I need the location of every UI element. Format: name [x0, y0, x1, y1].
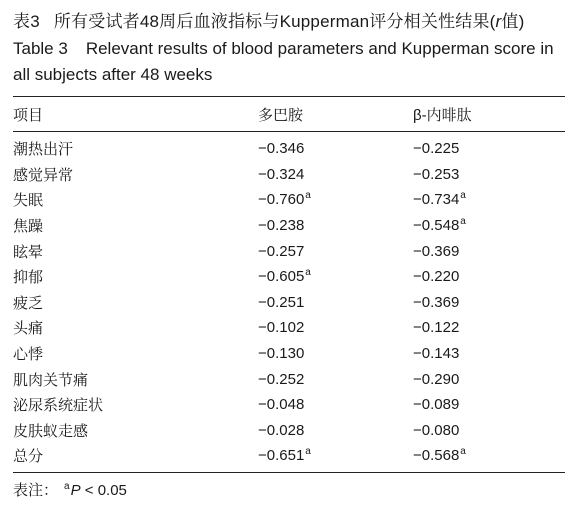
table-row: [13, 187, 565, 213]
cell-dopamine: [258, 366, 413, 392]
significance-marker: a: [305, 190, 311, 202]
cell-dopamine: [258, 392, 413, 418]
cell-dopamine: [258, 341, 413, 367]
cell-dopamine: [258, 238, 413, 264]
table-row: [13, 290, 565, 316]
cell-endorphin-value: −0.143: [413, 345, 460, 363]
cell-dopamine: [258, 264, 413, 290]
significance-marker: a: [460, 190, 466, 202]
cell-endorphin: [413, 418, 565, 444]
cell-endorphin-value: −0.122: [413, 319, 460, 337]
cell-dopamine-value: −0.251: [258, 293, 305, 311]
cell-endorphin: [413, 315, 565, 341]
footnote-text: < 0.05: [80, 481, 127, 499]
cell-endorphin: [413, 264, 565, 290]
results-table: [13, 97, 565, 473]
caption-en-label: Table 3: [13, 39, 68, 58]
cell-item: 皮肤蚁走感: [13, 422, 89, 440]
cell-dopamine-value: −0.048: [258, 396, 305, 414]
cell-item: 泌尿系统症状: [13, 397, 104, 415]
table-figure: [13, 10, 565, 502]
table-row: [13, 443, 565, 472]
cell-item: 失眠: [13, 192, 44, 210]
significance-marker: a: [460, 216, 466, 228]
footnote-variable: P: [70, 481, 81, 499]
cell-dopamine-value: −0.605: [258, 268, 305, 286]
cell-endorphin-value: −0.253: [413, 165, 460, 183]
cell-dopamine-value: −0.651: [258, 447, 305, 465]
cell-item: 焦躁: [13, 218, 44, 236]
cell-endorphin: [413, 341, 565, 367]
table-footnote: [13, 480, 565, 502]
cell-dopamine: [258, 187, 413, 213]
cell-dopamine-value: −0.028: [258, 421, 305, 439]
table-row: [13, 238, 565, 264]
cell-endorphin: [413, 213, 565, 239]
cell-dopamine: [258, 290, 413, 316]
caption-cn-label: 表3: [13, 12, 40, 31]
cell-dopamine-value: −0.130: [258, 345, 305, 363]
cell-dopamine-value: −0.238: [258, 217, 305, 235]
cell-endorphin-value: −0.089: [413, 396, 460, 414]
table-row: [13, 315, 565, 341]
cell-endorphin-value: −0.369: [413, 242, 460, 260]
cell-dopamine-value: −0.257: [258, 242, 305, 260]
caption-english: [13, 36, 565, 88]
caption-cn-title: 所有受试者48周后血液指标与Kupperman评分相关性结果(r值): [53, 12, 525, 31]
cell-endorphin-value: −0.734: [413, 191, 460, 209]
header-item: 项目: [13, 97, 258, 132]
caption-chinese: [13, 10, 565, 34]
cell-endorphin-value: −0.290: [413, 370, 460, 388]
cell-item: 心悸: [13, 346, 44, 364]
table-row: [13, 162, 565, 188]
significance-marker: a: [460, 446, 466, 458]
cell-endorphin-value: −0.080: [413, 421, 460, 439]
cell-dopamine: [258, 418, 413, 444]
header-row: [13, 97, 565, 132]
cell-endorphin: [413, 162, 565, 188]
table-row: [13, 213, 565, 239]
footnote-marker: a: [64, 480, 70, 492]
cell-endorphin: [413, 290, 565, 316]
cell-item: 头痛: [13, 320, 44, 338]
cell-dopamine-value: −0.252: [258, 370, 305, 388]
table-row: [13, 418, 565, 444]
cell-dopamine: [258, 132, 413, 162]
header-dopamine: 多巴胺: [258, 97, 413, 132]
cell-dopamine: [258, 213, 413, 239]
cell-item: 肌肉关节痛: [13, 371, 89, 389]
cell-endorphin-value: −0.568: [413, 447, 460, 465]
cell-dopamine: [258, 443, 413, 472]
footnote-label: 表注：: [13, 481, 59, 499]
cell-dopamine-value: −0.102: [258, 319, 305, 337]
cell-endorphin-value: −0.548: [413, 217, 460, 235]
cell-endorphin-value: −0.369: [413, 293, 460, 311]
cell-endorphin: [413, 238, 565, 264]
table-row: [13, 392, 565, 418]
cell-endorphin-value: −0.220: [413, 268, 460, 286]
header-endorphin: β-内啡肽: [413, 97, 565, 132]
cell-endorphin: [413, 443, 565, 472]
table-row: [13, 366, 565, 392]
cell-endorphin: [413, 392, 565, 418]
significance-marker: a: [305, 446, 311, 458]
cell-item: 疲乏: [13, 294, 44, 312]
cell-item: 感觉异常: [13, 166, 74, 184]
cell-item: 总分: [13, 443, 258, 472]
cell-item: 抑郁: [13, 269, 44, 287]
cell-dopamine-value: −0.346: [258, 140, 305, 158]
cell-dopamine-value: −0.324: [258, 165, 305, 183]
significance-marker: a: [305, 267, 311, 279]
table-row: [13, 132, 565, 162]
cell-endorphin: [413, 366, 565, 392]
cell-item: 潮热出汗: [13, 141, 74, 159]
table-row: [13, 341, 565, 367]
table-row: [13, 264, 565, 290]
cell-endorphin: [413, 132, 565, 162]
cell-dopamine-value: −0.760: [258, 191, 305, 209]
cell-endorphin: [413, 187, 565, 213]
cell-endorphin-value: −0.225: [413, 140, 460, 158]
caption-en-title: Relevant results of blood parameters and Kupperman score in all subjects after 48 weeks: [13, 39, 554, 84]
cell-dopamine: [258, 162, 413, 188]
cell-item: 眩晕: [13, 243, 44, 261]
cell-dopamine: [258, 315, 413, 341]
